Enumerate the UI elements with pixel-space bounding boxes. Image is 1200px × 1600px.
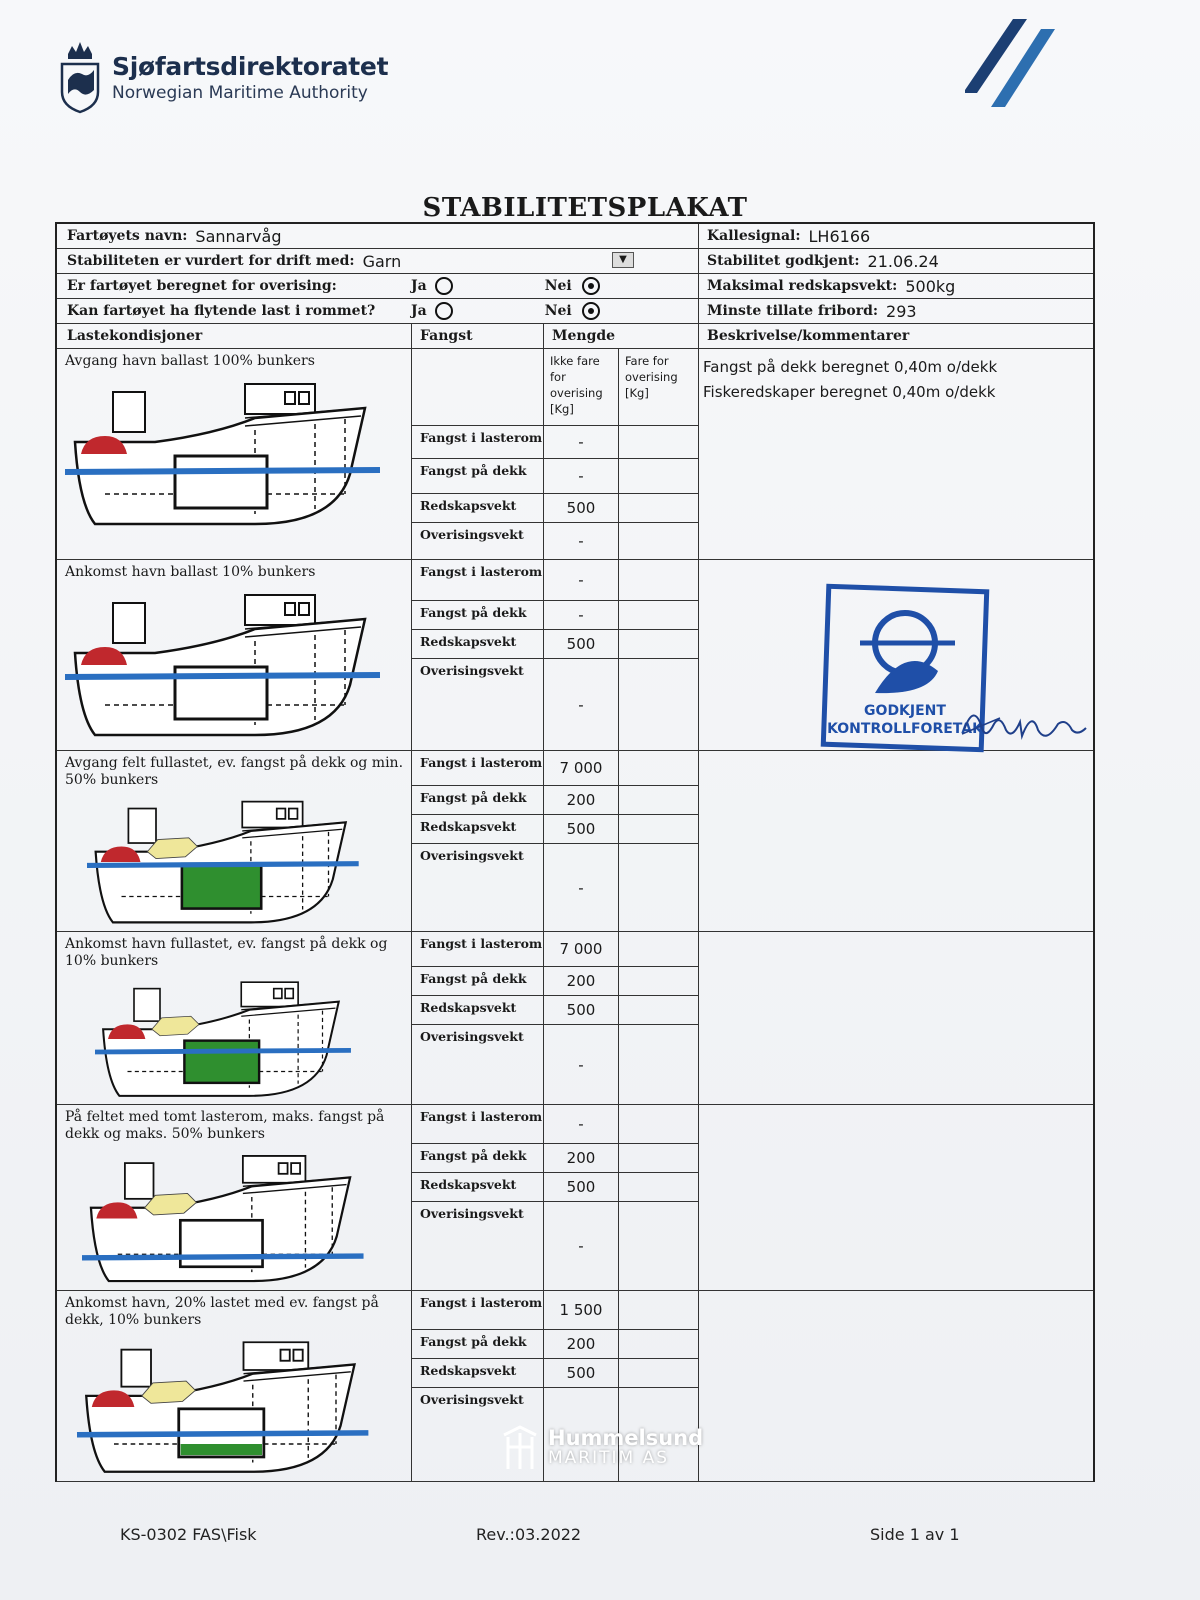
wheelhouse	[241, 982, 298, 1006]
amounts-block	[412, 560, 699, 750]
col-conditions: Lastekondisjoner	[67, 328, 203, 344]
ship-diagram	[65, 374, 385, 534]
condition-row	[57, 349, 1093, 560]
footer-form-id: KS-0302 FAS\Fisk	[120, 1525, 257, 1544]
ship-diagram	[65, 1333, 385, 1481]
max-gear-value: 500kg	[905, 276, 956, 296]
comment-cell	[699, 1291, 1093, 1481]
amount-row	[412, 932, 698, 967]
footer-revision: Rev.:03.2022	[476, 1525, 582, 1544]
amount-value[interactable]: 200	[544, 786, 619, 814]
ship-diagram	[65, 793, 385, 931]
amount-value[interactable]: 1 500	[544, 1291, 619, 1329]
watermark	[500, 1425, 703, 1471]
amount-icing-value[interactable]	[619, 426, 697, 458]
waterline	[95, 1050, 351, 1052]
amount-icing-value[interactable]	[619, 815, 697, 843]
waterline	[77, 1433, 368, 1435]
amount-row	[412, 844, 698, 931]
wheelhouse	[245, 384, 315, 414]
amount-icing-value[interactable]	[619, 1291, 697, 1329]
amount-row	[412, 1025, 698, 1104]
amount-icing-value[interactable]	[619, 601, 697, 629]
amount-icing-value[interactable]	[619, 786, 697, 814]
cargo-hold-fill	[181, 1444, 262, 1455]
bunker-tank	[81, 436, 127, 454]
amount-name: Fangst i lasterom	[412, 1291, 544, 1329]
amount-name: Fangst på dekk	[412, 459, 544, 493]
amount-row	[412, 967, 698, 996]
liquid-yes-label: Ja	[411, 303, 427, 319]
amount-name: Fangst på dekk	[412, 786, 544, 814]
comment-cell	[699, 1105, 1093, 1290]
amount-row	[412, 1359, 698, 1388]
amount-row	[412, 1144, 698, 1173]
document-title: STABILITETSPLAKAT	[422, 193, 748, 223]
liquid-label: Kan fartøyet ha flytende last i rommet?	[67, 303, 376, 319]
amount-name: Redskapsvekt	[412, 815, 544, 843]
amount-value[interactable]: 500	[544, 1173, 619, 1201]
vessel-name-value: Sannarvåg	[195, 226, 282, 246]
amount-name: Redskapsvekt	[412, 1359, 544, 1387]
ship-diagram	[65, 1147, 385, 1290]
amount-icing-value[interactable]	[619, 1202, 697, 1290]
bunker-tank	[96, 1202, 137, 1218]
comment-line: Fiskeredskaper beregnet 0,40m o/dekk	[703, 383, 996, 401]
crown-crest-icon	[58, 40, 102, 114]
call-sign-label: Kallesignal:	[707, 228, 801, 244]
min-freeboard-label: Minste tillate fribord:	[707, 303, 879, 319]
wheelhouse	[244, 1342, 309, 1370]
amounts-block	[412, 751, 699, 931]
funnel	[134, 989, 160, 1022]
amount-value[interactable]: -	[544, 426, 619, 458]
col-comments: Beskrivelse/kommentarer	[707, 328, 910, 344]
vessel-name-label: Fartøyets navn:	[67, 228, 188, 244]
amount-row	[412, 1330, 698, 1359]
cargo-hold	[182, 864, 261, 909]
amount-name: Overisingsvekt	[412, 659, 544, 750]
amount-value[interactable]: 500	[544, 996, 619, 1024]
amount-icing-value[interactable]	[619, 560, 697, 600]
info-row-liquid	[57, 299, 1093, 324]
amount-name: Redskapsvekt	[412, 996, 544, 1024]
amount-icing-value[interactable]	[619, 751, 697, 785]
amount-name: Fangst i lasterom	[412, 560, 544, 600]
condition-label: Ankomst havn, 20% lastet med ev. fangst på dekk, 10% bunkers	[65, 1295, 379, 1328]
stripes-emblem-icon	[965, 15, 1075, 110]
amount-icing-value[interactable]	[619, 459, 697, 493]
condition-row	[57, 1105, 1093, 1291]
condition-row	[57, 932, 1093, 1105]
amount-value[interactable]: -	[544, 459, 619, 493]
bunker-tank	[101, 846, 141, 862]
watermark-logo-icon	[500, 1425, 540, 1471]
amount-name: Fangst i lasterom	[412, 932, 544, 966]
amount-icing-value[interactable]	[619, 1025, 697, 1104]
amount-row	[412, 560, 698, 601]
amount-name: Overisingsvekt	[412, 1202, 544, 1290]
cargo-hold	[184, 1041, 259, 1083]
amount-icing-value[interactable]	[619, 630, 697, 658]
stability-table	[55, 222, 1095, 1482]
amount-row	[412, 815, 698, 844]
stamp-line1: GODKJENT	[864, 703, 946, 719]
waterline	[65, 470, 380, 472]
bunker-tank	[81, 647, 127, 665]
amount-row	[412, 996, 698, 1025]
amount-value[interactable]: -	[544, 1025, 619, 1104]
waterline	[82, 1256, 364, 1258]
condition-label: Avgang havn ballast 100% bunkers	[65, 353, 315, 369]
amount-value[interactable]: 7 000	[544, 751, 619, 785]
amounts-block	[412, 932, 699, 1104]
liquid-yes-radio[interactable]	[435, 302, 453, 320]
operation-label: Stabiliteten er vurdert for drift med:	[67, 253, 355, 269]
min-freeboard-value: 293	[886, 301, 917, 321]
wheelhouse	[243, 1156, 306, 1183]
icing-yes-radio[interactable]	[435, 277, 453, 295]
amount-icing-value[interactable]	[619, 523, 697, 559]
amount-name: Redskapsvekt	[412, 494, 544, 522]
amount-row	[412, 459, 698, 494]
amount-value[interactable]: 200	[544, 1144, 619, 1172]
condition-label: Ankomst havn fullastet, ev. fangst på dekk og 10% bunkers	[65, 936, 388, 969]
amount-name: Fangst i lasterom	[412, 426, 544, 458]
comment-cell	[699, 751, 1093, 931]
watermark-sub: MARITIM AS	[548, 1448, 670, 1468]
amount-icing-value[interactable]	[619, 1173, 697, 1201]
liquid-no-radio[interactable]	[582, 302, 600, 320]
amount-row	[412, 751, 698, 786]
comment-line: Fangst på dekk beregnet 0,40m o/dekk	[703, 358, 998, 376]
amount-row	[412, 601, 698, 630]
amount-value[interactable]: 500	[544, 815, 619, 843]
amount-name: Fangst i lasterom	[412, 1105, 544, 1143]
amount-icing-value[interactable]	[619, 967, 697, 995]
amount-icing-value[interactable]	[619, 996, 697, 1024]
amount-row	[412, 1202, 698, 1290]
funnel	[125, 1163, 154, 1199]
ship-diagram	[65, 974, 385, 1104]
waterline	[87, 864, 359, 866]
wheelhouse	[242, 802, 302, 828]
amount-value[interactable]: -	[544, 1202, 619, 1290]
amount-name: Fangst på dekk	[412, 1330, 544, 1358]
amount-row	[412, 786, 698, 815]
authority-name: Sjøfartsdirektoratet	[112, 51, 389, 81]
amount-row	[412, 1291, 698, 1330]
subcol-icing: Fare for overising [Kg]	[625, 354, 678, 400]
amount-row	[412, 426, 698, 459]
operation-value[interactable]: Garn	[362, 251, 402, 271]
info-row-operation	[57, 249, 1093, 274]
amount-row	[412, 1105, 698, 1144]
amounts-block	[412, 1105, 699, 1290]
conditions-list	[57, 349, 1093, 1482]
amount-icing-value[interactable]	[619, 1330, 697, 1358]
amount-icing-value[interactable]	[619, 932, 697, 966]
icing-yes-label: Ja	[411, 278, 427, 294]
amount-name: Overisingsvekt	[412, 1388, 544, 1481]
watermark-name: Hummelsund	[548, 1426, 704, 1450]
amount-value[interactable]: -	[544, 560, 619, 600]
funnel	[113, 603, 145, 643]
comment-cell	[699, 349, 1093, 559]
amount-row	[412, 523, 698, 559]
funnel	[121, 1350, 151, 1387]
operation-dropdown-icon[interactable]: ▼	[612, 252, 634, 268]
amount-value[interactable]: -	[544, 659, 619, 750]
col-amount: Mengde	[552, 328, 616, 344]
comment-cell	[699, 932, 1093, 1104]
call-sign-value: LH6166	[808, 226, 871, 246]
amount-name: Overisingsvekt	[412, 844, 544, 931]
bunker-tank	[92, 1390, 135, 1407]
subcol-no-icing: Ikke fare for overising [Kg]	[544, 349, 619, 425]
icing-label: Er fartøyet beregnet for overising:	[67, 278, 337, 294]
amount-value[interactable]: 200	[544, 967, 619, 995]
column-headers	[57, 324, 1093, 349]
amount-icing-value[interactable]	[619, 659, 697, 750]
bunker-tank	[108, 1024, 145, 1039]
stamp-line2: KONTROLLFORETAK	[827, 721, 983, 737]
amount-row	[412, 1173, 698, 1202]
amount-name: Redskapsvekt	[412, 630, 544, 658]
condition-row	[57, 751, 1093, 932]
icing-no-label: Nei	[544, 278, 572, 294]
amount-value[interactable]: -	[544, 523, 619, 559]
amount-row	[412, 494, 698, 523]
authority-subtitle: Norwegian Maritime Authority	[112, 82, 368, 103]
amount-value[interactable]: 500	[544, 494, 619, 522]
amount-icing-value[interactable]	[619, 494, 697, 522]
amount-name: Fangst på dekk	[412, 1144, 544, 1172]
authority-logo	[58, 40, 388, 114]
approved-date-value: 21.06.24	[867, 251, 939, 271]
amount-row	[412, 630, 698, 659]
cargo-hold	[175, 456, 267, 508]
approved-label: Stabilitet godkjent:	[707, 253, 860, 269]
amount-value[interactable]: 500	[544, 1359, 619, 1387]
amount-icing-value[interactable]	[619, 1144, 697, 1172]
amount-value[interactable]: 500	[544, 630, 619, 658]
amount-name: Overisingsvekt	[412, 1025, 544, 1104]
info-row-icing	[57, 274, 1093, 299]
amount-value[interactable]: 7 000	[544, 932, 619, 966]
info-row-name	[57, 224, 1093, 249]
amount-name: Redskapsvekt	[412, 1173, 544, 1201]
amount-value[interactable]: -	[544, 844, 619, 931]
liquid-no-label: Nei	[544, 303, 572, 319]
amounts-block	[412, 349, 699, 559]
signature-icon	[960, 700, 1090, 750]
amount-value[interactable]: -	[544, 1105, 619, 1143]
wheelhouse	[245, 595, 315, 625]
amount-value[interactable]: 200	[544, 1330, 619, 1358]
amount-name: Fangst på dekk	[412, 601, 544, 629]
amount-icing-value[interactable]	[619, 844, 697, 931]
condition-label: Ankomst havn ballast 10% bunkers	[65, 564, 316, 580]
funnel	[128, 809, 156, 844]
amount-icing-value[interactable]	[619, 1105, 697, 1143]
amount-name: Fangst i lasterom	[412, 751, 544, 785]
footer-page: Side 1 av 1	[870, 1525, 960, 1544]
max-gear-label: Maksimal redskapsvekt:	[707, 278, 898, 294]
ship-diagram	[65, 585, 385, 745]
icing-no-radio[interactable]	[582, 277, 600, 295]
amount-value[interactable]: -	[544, 601, 619, 629]
amount-row	[412, 659, 698, 750]
col-catch: Fangst	[420, 328, 473, 344]
amount-name: Fangst på dekk	[412, 967, 544, 995]
condition-label: På feltet med tomt lasterom, maks. fangst på dekk og maks. 50% bunkers	[65, 1109, 385, 1142]
amount-name: Overisingsvekt	[412, 523, 544, 559]
condition-label: Avgang felt fullastet, ev. fangst på dekk og min. 50% bunkers	[65, 755, 404, 788]
amount-icing-value[interactable]	[619, 1359, 697, 1387]
funnel	[113, 392, 145, 432]
waterline	[65, 675, 380, 677]
